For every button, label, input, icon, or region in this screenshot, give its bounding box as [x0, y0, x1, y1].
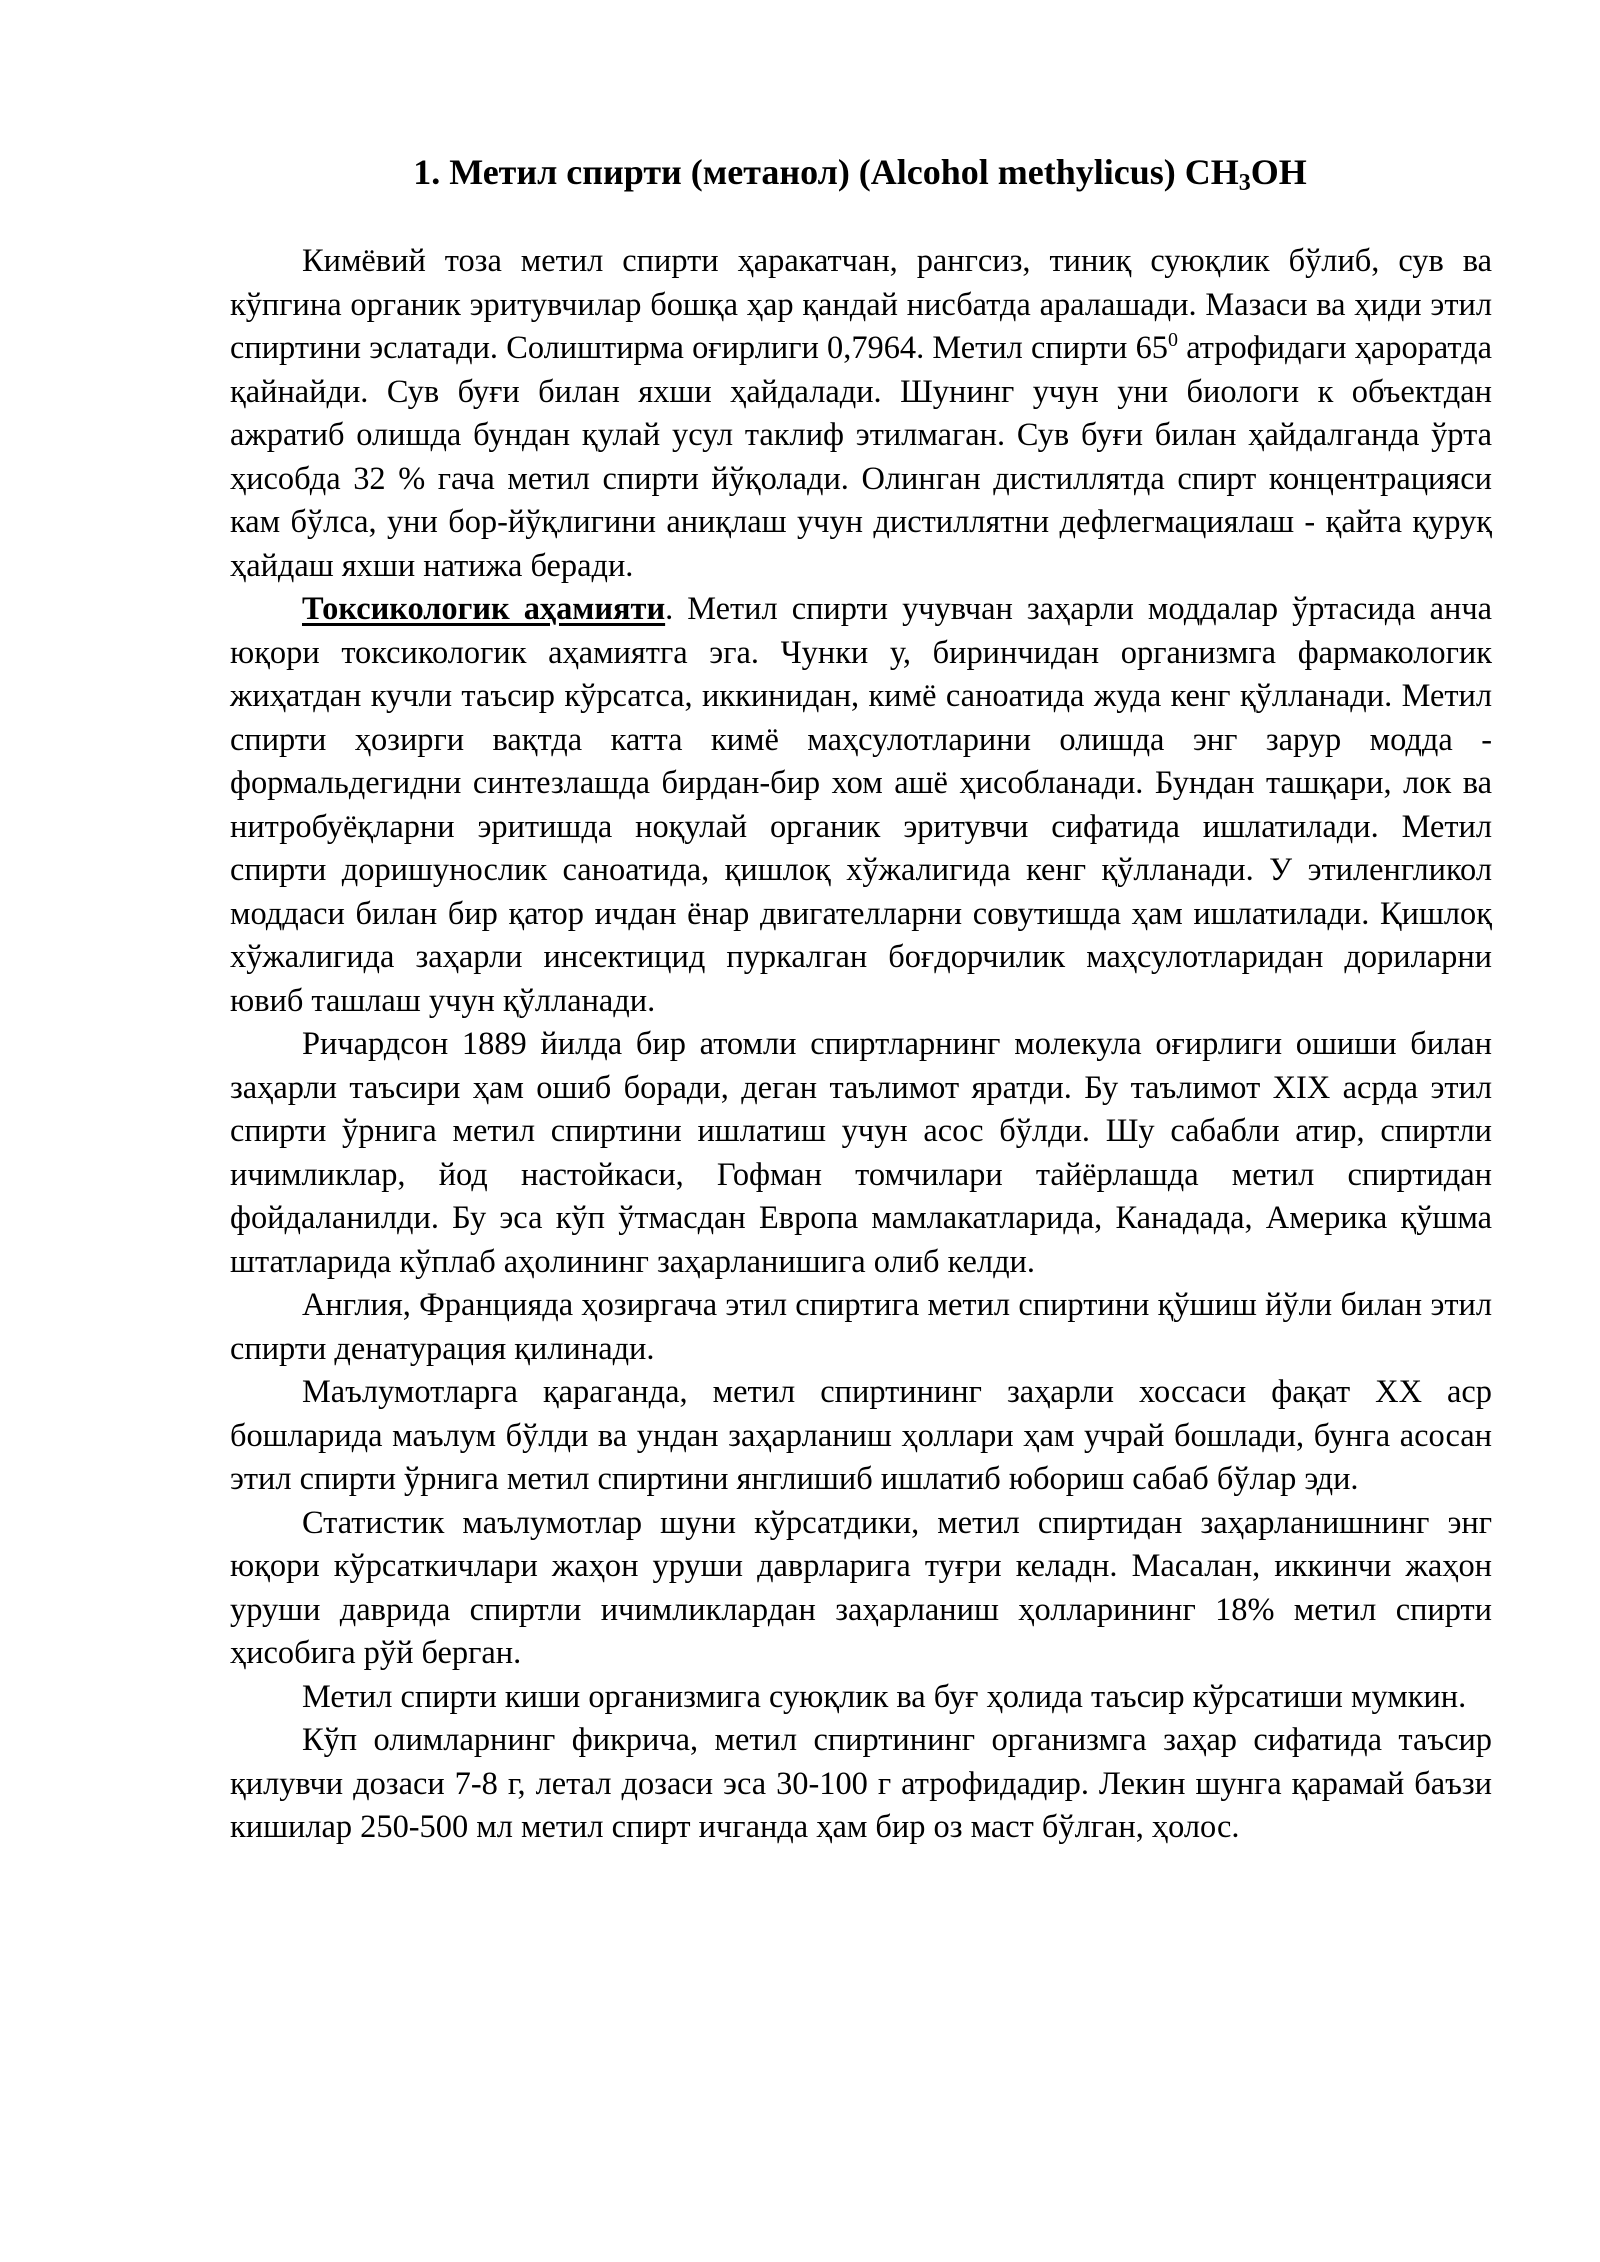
paragraph-text: атрофидаги ҳароратда қайнайди. Сув буғи билан яхши ҳайдалади. Шунинг учун уни биологи к объектдан ажратиб олишда бундан қулай усул таклиф этилмаган. Сув буғи билан ҳайдалганда ўрта ҳисобда 32 % гача метил спирти йўқолади. Олинган дистиллятда спирт концентрацияси кам бўлса, уни бор-йўқлигини аниқлаш учун дистиллятни дефлегмациялаш - қайта қуруқ ҳайдаш яхши натижа беради. [230, 330, 1492, 584]
title-prefix: 1. Метил спирти (метанол) (Alcohol methylicus) CH [413, 152, 1239, 192]
page-title [230, 150, 1490, 199]
body-text [230, 240, 1492, 1850]
paragraph-dosage: Кўп олимларнинг фикрича, метил спиртининг организмга заҳар сифатида таъсир қилувчи дозаси 7-8 г, летал дозаси эса 30-100 г атрофидадир. Лекин шунга қарамай баъзи кишилар 250-500 мл метил спирт ичганда ҳам бир оз маст бўлган, ҳолос. [230, 1722, 1492, 1845]
title-suffix: OH [1250, 152, 1307, 192]
paragraph-text: . Метил спирти учувчан заҳарли моддалар ўртасида анча юқори токсикологик аҳамиятга эга. Чунки у, биринчидан организмга фармакологик жиҳатдан кучли таъсир кўрсатса, иккинидан, кимё саноатида жуда кенг қўлланади. Метил спирти ҳозирги вақтда катта кимё маҳсулотларини олишда энг зарур модда - формальдегидни синтезлашда бирдан-бир хом ашё ҳисобланади. Бундан ташқари, лок ва нитробуёқларни эритишда ноқулай органик эритувчи сифатида ишлатилади. Метил спирти доришунослик саноатида, қишлоқ хўжалигида кенг қўлланади. У этиленгликол моддаси билан бир қатор ичдан ёнар двигателларни совутишда ҳам ишлатилади. Қишлоқ хўжалигида заҳарли инсектицид пуркалган боғдорчилик маҳсулотларидан дориларни ювиб ташлаш учун қўлланади. [230, 591, 1492, 1019]
title-subscript: 3 [1238, 170, 1251, 196]
paragraph-richardson: Ричардсон 1889 йилда бир атомли спиртларнинг молекула оғирлиги ошиши билан заҳарли таъсири ҳам ошиб боради, деган таълимот яратди. Бу таълимот XIX асрда этил спирти ўрнига метил спиртини ишлатиш учун асос бўлди. Шу сабабли атир, спиртли ичимликлар, йод настойкаси, Гофман томчилари тайёрлашда метил спиртидан фойдаланилди. Бу эса кўп ўтмасдан Европа мамлакатларида, Канадада, Америка қўшма штатларида кўплаб аҳолининг заҳарланишига олиб келди. [230, 1026, 1492, 1280]
paragraph-properties [230, 240, 1492, 588]
paragraph-history: Маълумотларга қараганда, метил спиртининг заҳарли хоссаси фақат XX аср бошларида маълум бўлди ва ундан заҳарланиш ҳоллари ҳам учрай бошлади, бунга асосан этил спирти ўрнига метил спиртини янглишиб ишлатиб юбориш сабаб бўлар эди. [230, 1374, 1492, 1497]
paragraph-denaturation: Англия, Францияда ҳозиргача этил спиртига метил спиртини қўшиш йўли билан этил спирти денатурация қилинади. [230, 1287, 1492, 1367]
section-heading: Токсикологик аҳамияти [302, 591, 666, 627]
paragraph-text: Кимёвий тоза метил спирти ҳаракатчан, рангсиз, тиниқ суюқлик бўлиб, сув ва кўпгина органик эритувчилар бошқа ҳар қандай нисбатда аралашади. Мазаси ва ҳиди этил спиртини эслатади. Солиштирма оғирлиги 0,7964. Метил спирти 65 [230, 243, 1492, 366]
paragraph-statistics: Статистик маълумотлар шуни кўрсатдики, метил спиртидан заҳарланишнинг энг юқори кўрсаткичлари жаҳон уруши даврларига туғри келадн. Масалан, иккинчи жаҳон уруши даврида спиртли ичимликлардан заҳарланиш ҳолларининг 18% метил спирти ҳисобига рўй берган. [230, 1504, 1492, 1671]
degree-superscript: 0 [1167, 329, 1178, 352]
paragraph-toxicology [230, 588, 1492, 1023]
paragraph-exposure: Метил спирти киши организмига суюқлик ва буғ ҳолида таъсир кўрсатиши мумкин. [302, 1678, 1467, 1715]
